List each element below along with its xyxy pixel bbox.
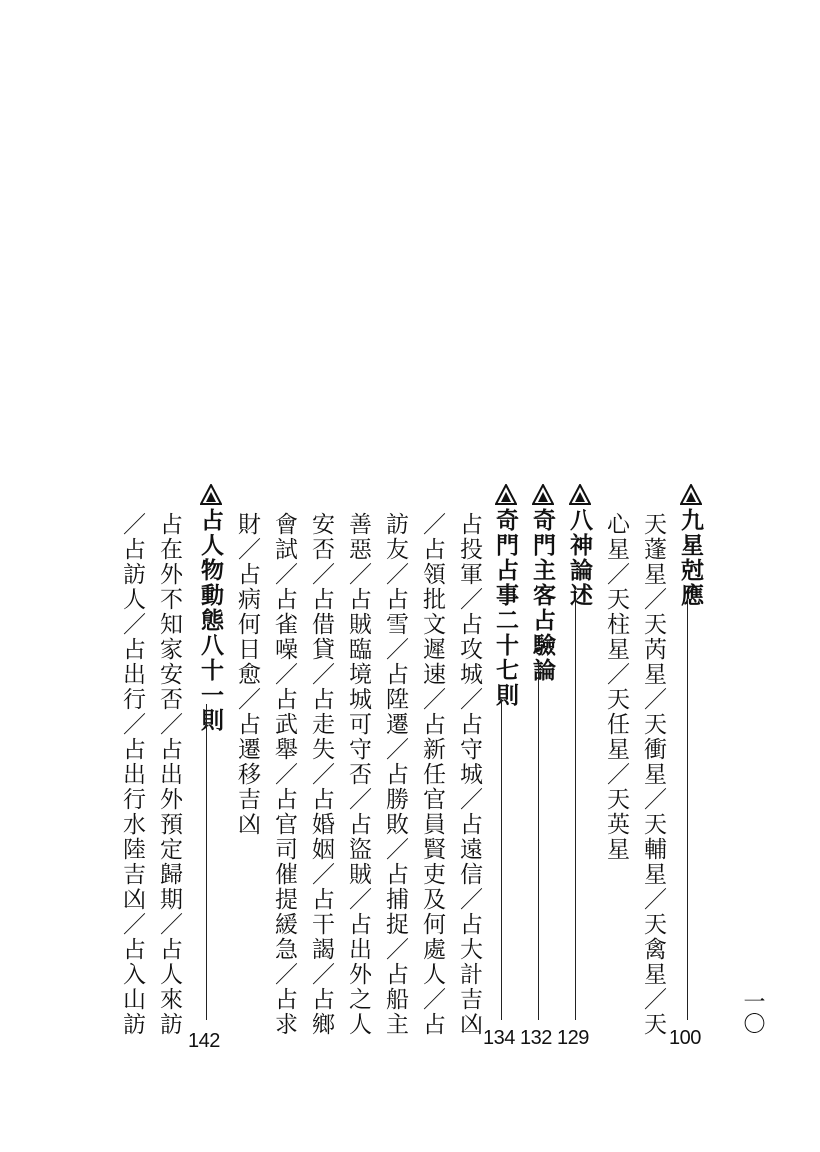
toc-item-line: 天蓬星／天芮星／天衝星／天輔星／天禽星／天 <box>640 512 666 1037</box>
toc-heading-jiuxing[interactable] <box>676 484 704 608</box>
toc-heading-text: 八神論述 <box>566 508 593 608</box>
toc-heading-text: 九星尅應 <box>677 508 704 608</box>
toc-heading-renwu[interactable] <box>196 484 224 733</box>
toc-heading-zhanshi[interactable] <box>491 484 519 708</box>
toc-heading-text: 奇門占事二十七則 <box>492 508 519 708</box>
toc-item-line: 善惡／占賊臨境城可守否／占盜賊／占出外之人 <box>345 512 371 1037</box>
toc-item-line: 占投軍／占攻城／占守城／占遠信／占大計吉凶 <box>456 512 482 1037</box>
toc-heading-bashen[interactable] <box>565 484 593 608</box>
folio-number: 一〇 <box>740 990 765 1034</box>
page-number: 129 <box>557 1027 589 1049</box>
page-number: 100 <box>669 1027 701 1049</box>
toc-heading-text: 占人物動態八十一則 <box>197 508 224 733</box>
leader-line <box>687 600 688 1020</box>
toc-heading-zhuke[interactable] <box>528 484 556 683</box>
triangle-marker-icon <box>493 484 517 506</box>
toc-item-line: 安否／占借貸／占走失／占婚姻／占干謁／占鄉 <box>308 512 334 1037</box>
triangle-marker-icon <box>567 484 591 506</box>
toc-item-line: ／占訪人／占出行／占出行水陸吉凶／占入山訪 <box>119 512 145 1037</box>
page-number: 134 <box>483 1027 515 1049</box>
toc-item-line: 心星／天柱星／天任星／天英星 <box>603 512 629 862</box>
leader-line <box>538 664 539 1020</box>
toc-item-line: 訪友／占雪／占陞遷／占勝敗／占捕捉／占船主 <box>382 512 408 1037</box>
page-number: 142 <box>188 1030 220 1052</box>
leader-line <box>206 704 207 1020</box>
leader-line <box>501 700 502 1020</box>
toc-item-line: ／占領批文遲速／占新任官員賢吏及何處人／占 <box>419 512 445 1037</box>
triangle-marker-icon <box>678 484 702 506</box>
toc-item-line: 占在外不知家安否／占出外預定歸期／占人來訪 <box>156 512 182 1037</box>
triangle-marker-icon <box>530 484 554 506</box>
leader-line <box>575 600 576 1020</box>
toc-heading-text: 奇門主客占驗論 <box>529 508 556 683</box>
toc-item-line: 財／占病何日愈／占遷移吉凶 <box>234 512 260 837</box>
page-number: 132 <box>520 1027 552 1049</box>
toc-item-line: 會試／占雀噪／占武舉／占官司催提緩急／占求 <box>271 512 297 1037</box>
triangle-marker-icon <box>198 484 222 506</box>
